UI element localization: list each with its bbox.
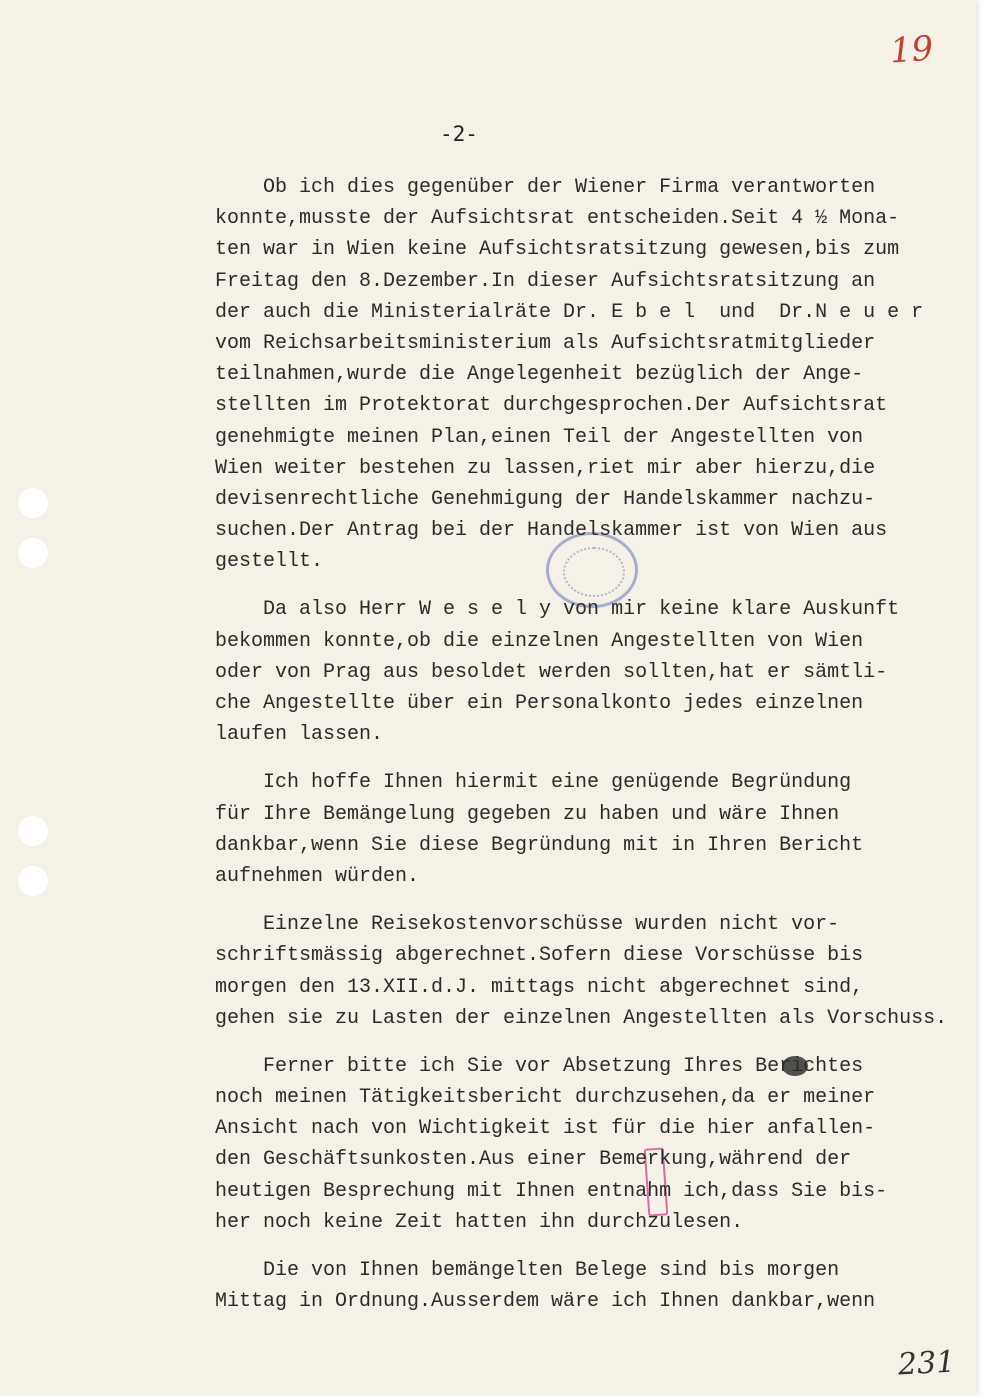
page-number: -2-	[440, 122, 478, 146]
paragraph	[215, 172, 965, 577]
text-line: morgen den 13.XII.d.J. mittags nicht abgerechnet sind,	[215, 975, 864, 999]
text-line: Einzelne Reisekostenvorschüsse wurden nicht vor-	[215, 913, 840, 937]
text-line: bekommen konnte,ob die einzelnen Angestellten von Wien	[215, 629, 864, 653]
text-line: genehmigte meinen Plan,einen Teil der Angestellten von	[215, 425, 864, 449]
paragraph	[215, 767, 965, 892]
text-line: konnte,musste der Aufsichtsrat entscheiden.Seit 4 ½ Mona-	[215, 207, 900, 231]
text-line: gehen sie zu Lasten der einzelnen Angestellten als Vorschuss.	[215, 1006, 948, 1030]
text-line: Mittag in Ordnung.Ausserdem wäre ich Ihnen dankbar,wenn	[215, 1290, 876, 1314]
text-line: Die von Ihnen bemängelten Belege sind bis morgen	[215, 1259, 840, 1282]
punch-hole	[18, 816, 48, 846]
text-line: her noch keine Zeit hatten ihn durchzulesen.	[215, 1210, 744, 1234]
letter-body	[215, 172, 965, 1334]
text-line: Ferner bitte ich Sie vor Absetzung Ihres Berichtes	[215, 1054, 864, 1078]
text-line: vom Reichsarbeitsministerium als Aufsichtsratmitglieder	[215, 331, 876, 355]
text-line: devisenrechtliche Genehmigung der Handelskammer nachzu-	[215, 487, 876, 511]
paragraph	[215, 909, 965, 1034]
text-line: schriftsmässig abgerechnet.Sofern diese Vorschüsse bis	[215, 944, 864, 968]
text-line: Ich hoffe Ihnen hiermit eine genügende Begründung	[215, 771, 852, 795]
text-line: Freitag den 8.Dezember.In dieser Aufsichtsratsitzung an	[215, 269, 876, 293]
folio-number-bottom: 231	[897, 1344, 957, 1383]
text-line: Ob ich dies gegenüber der Wiener Firma verantworten	[215, 176, 876, 199]
paragraph	[215, 1255, 965, 1317]
text-line: für Ihre Bemängelung gegeben zu haben und wäre Ihnen	[215, 802, 840, 826]
text-line: teilnahmen,wurde die Angelegenheit bezüglich der Ange-	[215, 363, 864, 387]
text-line: aufnehmen würden.	[215, 864, 420, 888]
text-line: che Angestellte über ein Personalkonto jedes einzelnen	[215, 692, 864, 715]
punch-hole	[18, 488, 48, 518]
folio-number-top: 19	[888, 28, 935, 72]
text-line: Ansicht nach von Wichtigkeit ist für die hier anfallen-	[215, 1117, 876, 1141]
text-line: der auch die Ministerialräte Dr. E b e l und Dr.N e u e r	[215, 300, 924, 324]
paragraph	[215, 1051, 965, 1238]
punch-hole	[18, 866, 48, 896]
text-line: dankbar,wenn Sie diese Begründung mit in Ihren Bericht	[215, 833, 864, 857]
text-line: Wien weiter bestehen zu lassen,riet mir aber hierzu,die	[215, 456, 876, 480]
text-line: gestellt.	[215, 550, 324, 574]
paragraph	[215, 594, 965, 750]
text-line: laufen lassen.	[215, 723, 384, 747]
text-line: Da also Herr W e s e l y von mir keine klare Auskunft	[215, 598, 900, 622]
text-line: stellten im Protektorat durchgesprochen.Der Aufsichtsrat	[215, 394, 888, 418]
text-line: ten war in Wien keine Aufsichtsratsitzung gewesen,bis zum	[215, 238, 900, 262]
punch-hole	[18, 538, 48, 568]
text-line: den Geschäftsunkosten.Aus einer Bemerkung,während der	[215, 1148, 852, 1172]
text-line: oder von Prag aus besoldet werden sollten,hat er sämtli-	[215, 660, 888, 684]
text-line: noch meinen Tätigkeitsbericht durchzusehen,da er meiner	[215, 1086, 876, 1110]
text-line: heutigen Besprechung mit Ihnen entnahm ich,dass Sie bis-	[215, 1179, 888, 1203]
text-line: suchen.Der Antrag bei der Handelskammer ist von Wien aus	[215, 519, 888, 543]
